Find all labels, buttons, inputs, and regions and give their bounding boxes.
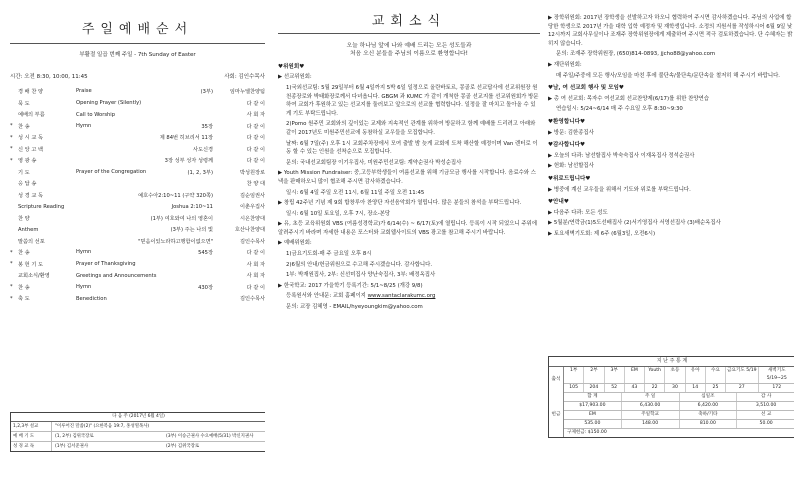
attendance-value-cell: 52: [605, 384, 625, 392]
scholarship-notice: ▶ 장학위원회: 2017년 장학생을 선발하고자 하오니 협력하여 주시면 감사하겠습니다. 주님의 사업에 합당한 학생으로 2017년 가을 대학 입학 예정자 및 재학생입니다. 소정의 지원서를 작성하시어 6월 9일 낮 12시까지 교회사무실이나 조재주 장학위원장에게 제출하여 주시면 적극 검토하겠습니다. 단 수혜자는 밝히지 않습니다.: [548, 15, 793, 47]
comfort-item: ▶ 병중에 계신 교우들을 위해서 기도와 위로를 부탁드립니다.: [548, 186, 691, 193]
order-item-english: Prayer of Thanksgiving: [76, 261, 136, 268]
order-title: 주일예배순서: [81, 22, 194, 37]
duty-value-2: (3부) 이승근권사 수요예배(5/31) 박신지권사: [166, 434, 254, 439]
worship-committee-title: ▶ 예배위원회:: [278, 240, 312, 247]
order-item-note: 제 84번 히브리서 11장: [159, 135, 213, 142]
order-item: [10, 213, 265, 225]
order-item-label: 교회소식/환영: [18, 273, 50, 280]
order-item-label: 응 답 송: [18, 181, 37, 188]
order-item-label: 성 경 교 독: [18, 192, 43, 199]
order-item-leader: 다 같 이: [246, 135, 265, 142]
mission-society-heading: ♥남, 여 선교회 행사 및 모임♥: [548, 85, 624, 92]
korean-school-contact: 문의: 교장 김혜영 - EMAIL/hyeyoungkim@yahoo.com: [286, 304, 423, 311]
order-item-label: 축 도: [18, 296, 30, 303]
order-item-label: 찬 송: [18, 250, 30, 257]
order-item: [10, 201, 265, 213]
order-item-note: 430장: [198, 284, 213, 291]
order-of-worship-column: [10, 0, 265, 486]
attendance-value-cell: 22: [645, 384, 665, 392]
worship-item-1: 1)금요기도회-매 주 금요일 오후 8시: [286, 251, 372, 258]
order-item-label: 찬 송: [18, 123, 30, 130]
thanks-refreshment: ▶ 오늘의 다과: 남선할집사 박숙숙집사 이재옥집사 정석순권사: [548, 152, 695, 159]
duty-row: [11, 442, 265, 451]
anniversary-concert-date: 일시: 6월 10일 토요일, 오후 7시, 장소-본당: [286, 210, 391, 217]
offering-header-cell: 십일조: [680, 393, 738, 401]
order-item-english: Hymn: [76, 122, 92, 129]
duty-key: 성 경 교 독: [11, 442, 52, 451]
order-item: [10, 132, 265, 144]
order-item-label: 말씀의 선포: [18, 238, 45, 245]
anniversary-concert: ▶ 창립 42주년 기념 제 9회 합창루아 찬양단 자선음악회가 열립니다. 많은 분들의 참석을 부탁드립니다.: [278, 200, 522, 207]
offering-header-cell: 주 일: [622, 393, 680, 401]
order-item-note: 545장: [198, 250, 213, 257]
order-item-note: 예호수아2:10~11 (구약 320쪽): [138, 192, 213, 199]
offering-label: 헌금: [549, 393, 564, 437]
duty-row: [11, 432, 265, 442]
order-item-english: Benediction: [76, 295, 107, 302]
guide-heading: ♥안내♥: [548, 199, 569, 206]
announcements-title: 교회소식: [371, 14, 447, 29]
womens-society-item: ▶ 총 여 선교회: 목자수 여선교회 선교찬양제(6/17)를 위한 찬양연습: [548, 95, 709, 102]
welcome-line-2: 처음 오신 분들을 주님의 이름으로 환영합니다!: [350, 51, 468, 58]
attendance-header-cell: 수요: [706, 367, 726, 383]
attendance-value-cell: 27: [726, 384, 758, 392]
order-item-english: Call to Worship: [76, 111, 116, 118]
standing-mark: *: [10, 134, 13, 141]
order-item-note: "믿음이있노라하고행함이없으면": [138, 238, 213, 245]
attendance-value-cell: 172: [772, 385, 782, 390]
order-item-leader: 다 같 이: [246, 250, 265, 257]
duty-key: 예 배 기 도: [11, 432, 52, 441]
attendance-label: 출석: [549, 367, 564, 393]
order-item-label: Anthem: [18, 226, 39, 233]
order-item-label: 찬 양: [18, 215, 30, 222]
order-item: [10, 293, 265, 305]
order-item-label: 예배의 부름: [18, 112, 45, 119]
presider: 사회: 김인수목사: [224, 74, 265, 80]
thanks-heading: ♥감사합니다♥: [548, 142, 586, 149]
attendance-header-cell: 3부: [605, 367, 625, 383]
order-item-english: Hymn: [76, 249, 92, 256]
finance-notice: 매 주일/주중에 모든 행사/모임을 마친 후에 불단속/물단속/문단속을 철저히 해 주시기 바랍니다.: [556, 72, 780, 79]
guide-item-2: ▶ 5월분/연락금(1)5도선배집사 (2)서기영집사 서영선집사 (3)배순옥집사: [548, 220, 721, 227]
church-website-link[interactable]: www.santaclarakumc.org: [367, 293, 436, 300]
order-item-leader: 사 회 자: [246, 112, 265, 119]
order-item-leader: 다 같 이: [246, 146, 265, 153]
order-item-leader: 김인수목사: [239, 238, 265, 245]
order-item: [10, 155, 265, 167]
order-item-label: 봉 헌 기 도: [18, 261, 43, 268]
relief-offering: 구제헌금: $150.00: [567, 430, 607, 435]
announce-divider: [278, 33, 540, 34]
order-list: [10, 86, 265, 305]
duty-value-2: (2부) 김위국장로: [166, 444, 200, 449]
finance-committee: ▶ 재단위원회:: [548, 61, 582, 68]
attendance-header-cell: EM: [625, 367, 645, 383]
scholarship-contact: 문의: 조재주 장학위원장, (650)814-0893, jjcho88@yahoo.com: [556, 51, 716, 58]
guide-item-3: ▶ 토요새벽기도회: 제 6주 (6월3일, 오전6시): [548, 230, 656, 237]
welcome-line-1: 오늘 하나님 앞에 나와 예배 드리는 모든 성도들과: [346, 42, 472, 49]
duty-header: 다 음 주 (2017년 6월 4일): [11, 413, 265, 422]
order-item-label: 영 광 송: [18, 158, 37, 165]
offering-header-cell: EM: [564, 411, 622, 419]
order-item-note: 3장 성부 성자 성령께: [164, 158, 213, 165]
standing-mark: *: [10, 295, 13, 302]
offering-header-cell: 합 계: [564, 393, 622, 401]
title-divider: [10, 43, 265, 44]
mission-item-1: 1)국외선교팀: 5월 29일부터 6월 4일까지 5박 6일 일정으로 올란바토르, 몽골로 선교답사에 선교위원장 원천종장로와 박태화장로께서 다녀옵니다. GBGM 과 KUMC 가 같이 개척한 몽골 선교지를 선교위원회가 방문하여 교회가 후원하고 있는 선교지를 둘러보고 앞으로의 선교를 협력합니다. 일정을 잘 마치고 돌아올 수 있게 기도 부탁드립니다.: [286, 84, 539, 117]
order-item-note: Joshua 2:10~11: [171, 203, 213, 210]
order-item-leader: 다 같 이: [246, 123, 265, 130]
offering-value-cell: 535.00: [564, 420, 622, 428]
order-item-label: 성 시 교 독: [18, 135, 43, 142]
offering-header-cell: 축하/기타: [680, 411, 738, 419]
mission-item-2-date: 날짜: 6월 7일(주) 오후 1시 교회주차장에서 모여 출발 밤 늦게 교회에 도착 해산할 예정이며 Van 렌터로 이동 할 수 있는 인원을 선착순으로 모집합니다.: [286, 140, 538, 156]
order-item-english: Opening Prayer (Silently): [76, 100, 142, 107]
order-item: [10, 224, 265, 236]
attendance-header-cell: 초등: [665, 367, 685, 383]
offering-value-cell: $17,903.00: [564, 402, 622, 410]
order-item-leader: 다 같 이: [246, 284, 265, 291]
offering-header-cell: 주일학교: [622, 411, 680, 419]
order-item: [10, 236, 265, 248]
korean-school: ▶ 한국학교: 2017 가을학기 등록기간: 5/1~8/25 (개강 9/8): [278, 282, 423, 289]
standing-mark: *: [10, 123, 13, 130]
order-item-note: (3부): [200, 89, 213, 96]
order-item-english: Praise: [76, 88, 92, 95]
comfort-heading: ♥위로드립니다♥: [548, 175, 591, 182]
order-item-leader: 시온찬양대: [239, 215, 265, 222]
order-item-leader: 김순임권사: [239, 192, 265, 199]
visitor-item: ▶ 방문: 김한종집사: [548, 129, 594, 136]
order-item: [10, 86, 265, 98]
worship-item-2: 2)6월의 안내/헌금위원으로 수고해 주시겠습니다. 감사합니다.: [286, 261, 433, 268]
order-item-leader: 다 같 이: [246, 100, 265, 107]
offering-value-cell: 6,430.00: [622, 402, 680, 410]
announcements-right-column: [548, 0, 794, 486]
attendance-value-cell: 105: [564, 384, 584, 392]
order-item-note: (3부) 주는 나의 빛: [170, 227, 213, 234]
order-item-leader: 이춘우집사: [239, 204, 265, 211]
order-item-label: 묵 도: [18, 100, 30, 107]
service-times: 시간: 오전 8:30, 10:00, 11:45: [10, 74, 88, 80]
attendance-header-cell: 금요기도 5/19: [726, 367, 758, 383]
welcome-heading: ♥환영합니다♥: [548, 118, 586, 125]
order-item: [10, 247, 265, 259]
order-item-note: 사도신경: [192, 146, 213, 153]
order-item-leader: 박성원장로: [239, 169, 265, 176]
order-item: [10, 144, 265, 156]
worship-item-3: 1부: 박재원집사, 2부: 신선미집사 양난숙집사, 3부: 배정옥집사: [286, 272, 436, 279]
attendance-value-cell: 43: [625, 384, 645, 392]
weekly-statistics-table: [548, 356, 794, 438]
order-item-label: 경 배 찬 양: [18, 89, 43, 96]
offering-header-cell: 선 교: [760, 412, 772, 417]
duty-value-1: "이루어진 말씀(2)" (요한복음 19:7, 홍성열목사): [55, 424, 150, 429]
duty-value-2: [163, 422, 265, 431]
attendance-value-cell: 25: [706, 384, 726, 392]
thanks-flowers: ▶ 헌화: 남선할집사: [548, 163, 594, 170]
standing-mark: *: [10, 284, 13, 291]
offering-value-cell: 6,420.00: [680, 402, 738, 410]
order-item-label: 기 도: [18, 169, 30, 176]
order-item-leader: 찬 양 대: [246, 181, 265, 188]
attendance-header-cell: 1부: [564, 367, 584, 383]
attendance-header-cell: Youth: [645, 367, 665, 383]
order-item-leader: 임마누엘찬양팀: [229, 89, 265, 96]
mission-item-2-contact: 문의: 국내선교회팀장 이기우집사, 미원주민선교팀: 계약순권사 박성순집사: [286, 159, 462, 166]
attendance-header-cell: 새벽기도 5/19~25: [766, 368, 787, 381]
standing-mark: *: [10, 146, 13, 153]
youth-fundraiser: ▶ Youth Mission Fundraiser: 중,고등부학생들이 여름선교를 위해 기금모금 행사를 시작합니다. 음료수와 스낵을 판매하오니 많이 협조해 주시면 감사하겠습니다.: [278, 170, 536, 185]
womens-society-time: 연습일시: 5/24~6/14 매 주 수요일 오후 8:30~9:30: [556, 106, 683, 113]
offering-value-cell: 50.00: [759, 421, 773, 426]
order-item: [10, 282, 265, 294]
offering-header-cell: 감 사: [760, 394, 772, 399]
attendance-value-cell: 30: [665, 384, 685, 392]
sunday-subtitle: 부활절 일곱 번째 주일 - 7th Sunday of Easter: [79, 52, 196, 58]
order-item: [10, 259, 265, 271]
order-item-note: (1부) 여호와여 나의 영혼이: [150, 215, 213, 222]
order-item: [10, 167, 265, 179]
korean-school-form: 등록원서와 안내문: 교회 홈페이지: [286, 293, 366, 300]
order-item: [10, 178, 265, 190]
order-item-leader: 사 회 자: [246, 261, 265, 268]
order-item-label: 찬 송: [18, 284, 30, 291]
attendance-header-cell: 유아: [686, 367, 706, 383]
duty-value-1: (1, 2부) 김위국장로: [55, 434, 94, 439]
order-item-note: (1, 2, 3부): [187, 169, 213, 176]
mission-title: ▶ 선교위원회:: [278, 74, 312, 81]
order-item: [10, 121, 265, 133]
standing-mark: *: [10, 249, 13, 256]
order-item: [10, 270, 265, 282]
order-item-english: Greetings and Announcements: [76, 272, 157, 279]
stats-title: 지 난 주 통 계: [549, 357, 794, 367]
offering-value-cell: 3,510.00: [755, 403, 777, 408]
offering-value-cell: 810.00: [680, 420, 738, 428]
order-item: [10, 190, 265, 202]
mission-item-2: 2)Pomo 원주민 교회와의 깊이있는 교제와 지속적인 관계를 위하여 방문하고 함께 예배를 드리려고 아래와 같이 2017년도 미원주민선교에 동참하실 교우들을 모집합니다.: [286, 121, 536, 136]
standing-mark: *: [10, 261, 13, 268]
order-item-leader: 호산나찬양대: [234, 227, 265, 234]
announcements-column: [278, 0, 540, 486]
vbs-notice: ▶ 유, 초등 교육위원회 VBS (여름성경학교)가 6/14(수) ~ 6/17(토)에 열립니다. 등록이 시작 되었으니 주위에 알려주시기 바라며 자세한 내용은 포스터와 교회웹사이트의 VBS 광고를 참고해 주시기 바랍니다.: [278, 221, 537, 236]
order-item-english: Prayer of the Congregation: [76, 168, 147, 175]
youth-fundraiser-date: 일시: 6월 4일 주일 오전 11시, 6월 11일 주일 오전 11:45: [286, 189, 425, 196]
order-item-leader: 사 회 자: [246, 273, 265, 280]
duty-value-1: (1부) 김서준권사: [55, 444, 89, 449]
committee-heading: ♥위원회♥: [278, 63, 305, 70]
attendance-value-cell: 204: [584, 384, 604, 392]
standing-mark: *: [10, 157, 13, 164]
order-item: [10, 98, 265, 110]
duty-key: 1,2,3부 설교: [11, 422, 52, 431]
order-item-english: Hymn: [76, 283, 92, 290]
order-item-label: Scripture Reading: [18, 203, 65, 210]
order-item-leader: 다 같 이: [246, 158, 265, 165]
next-week-duty-table: [10, 412, 265, 452]
order-item: [10, 109, 265, 121]
order-item-note: 35장: [201, 123, 213, 130]
order-item-label: 신 앙 고 백: [18, 146, 43, 153]
attendance-header-cell: 2부: [584, 367, 604, 383]
offering-value-cell: 148.00: [622, 420, 680, 428]
guide-item-1: ▶ 다음주 다과: 모든 성도: [548, 209, 608, 216]
duty-row: [11, 422, 265, 432]
attendance-value-cell: 14: [686, 384, 706, 392]
order-item-leader: 김인수목사: [239, 296, 265, 303]
